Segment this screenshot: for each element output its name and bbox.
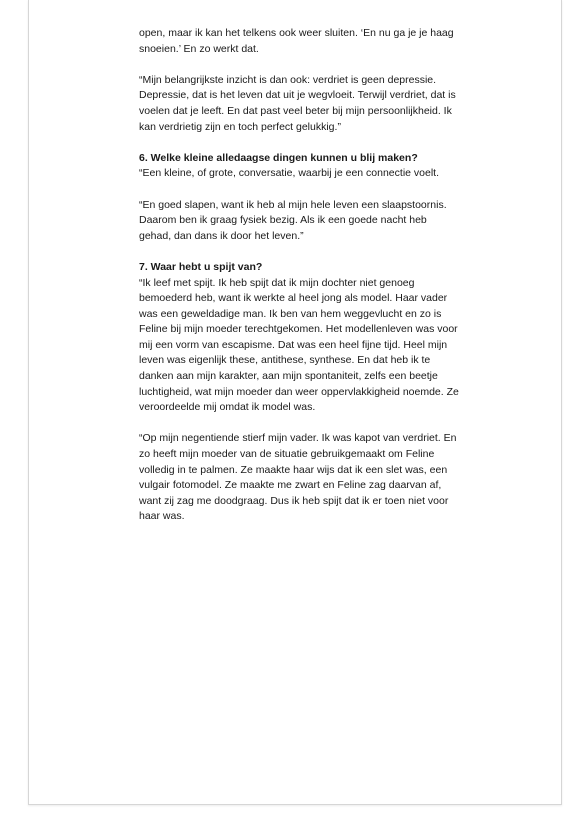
paragraph: “En goed slapen, want ik heb al mijn hele leven een slaapstoornis. Daarom ben ik graag fysiek bezig. Als ik een goede nacht heb gehad, dan dans ik door het leven.” bbox=[139, 198, 447, 242]
answer-paragraph: “Ik leef met spijt. Ik heb spijt dat ik mijn dochter niet genoeg bemoederd heb, want ik werkte al heel jong als model. Haar vader was een geweldadige man. Ik ben van hem weggevlucht en zo is Feline bij mijn moeder terechtgekomen. Het modellenleven was voor mij een vorm van escapisme. Dat was een heel fijne tijd. Heel mijn leven was eigenlijk these, antithese, synthese. En dat heb ik te danken aan mijn karakter, aan mijn spontaniteit, zelfs een beetje luchtigheid, wat mijn moeder dan weer oppervlakkigheid noemde. Ze veroordeelde mij omdat ik model was. bbox=[139, 276, 459, 414]
question-heading: 7. Waar hebt u spijt van? bbox=[139, 260, 263, 273]
paragraph: “Op mijn negentiende stierf mijn vader. Ik was kapot van verdriet. En zo heeft mijn moeder van de situatie gebruikgemaakt om Feline volledig in te palmen. Ze maakte haar wijs dat ik een slet was, een vulgair fotomodel. Ze maakte me zwart en Feline zag daarvan af, want zij zag me doodgraag. Dus ik heb spijt dat ik er toen niet voor haar was. bbox=[139, 432, 457, 523]
paragraph: open, maar ik kan het telkens ook weer sluiten. ‘En nu ga je je haag snoeien.’ En zo werkt dat. bbox=[139, 27, 454, 55]
paragraph: “Mijn belangrijkste inzicht is dan ook: verdriet is geen depressie. Depressie, dat is het leven dat uit je wegvloeit. Terwijl verdriet, dat is voelen dat je leeft. En dat past veel beter bij mijn persoonlijkheid. Ik kan verdrietig zijn en toch perfect gelukkig.” bbox=[139, 73, 456, 133]
question-heading: 6. Welke kleine alledaagse dingen kunnen u blij maken? bbox=[139, 151, 418, 164]
document-page bbox=[28, 0, 562, 805]
answer-paragraph: “Een kleine, of grote, conversatie, waarbij je een connectie voelt. bbox=[139, 167, 440, 180]
page-content bbox=[139, 26, 459, 541]
